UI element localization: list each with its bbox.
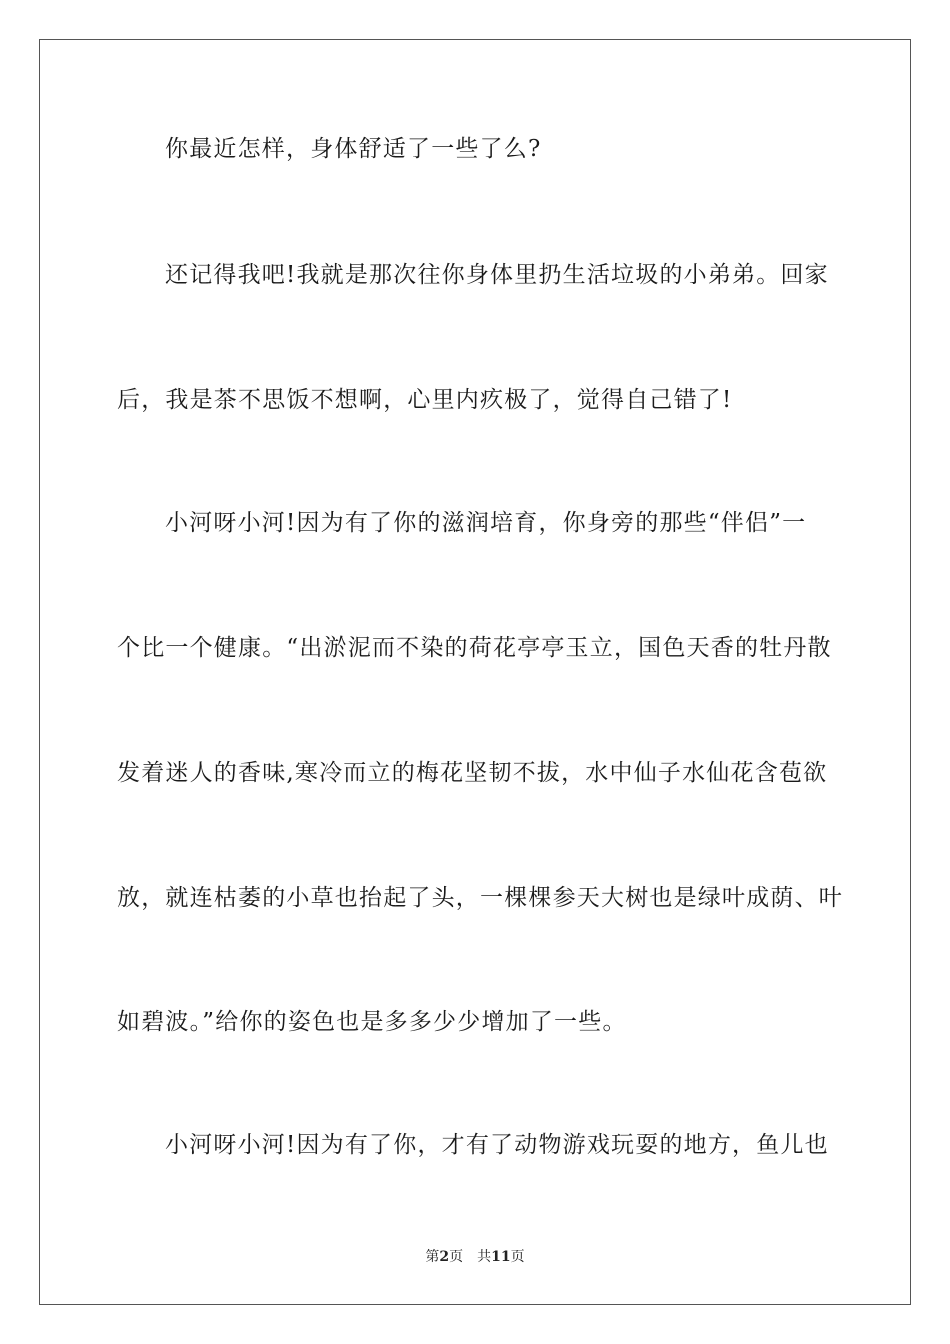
text-line: 你最近怎样，身体舒适了一些了么?: [165, 136, 542, 162]
text-line: 放，就连枯萎的小草也抬起了头，一棵棵参天大树也是绿叶成荫、叶: [117, 885, 843, 911]
page-border: [39, 39, 911, 1305]
text-line: 还记得我吧!我就是那次往你身体里扔生活垃圾的小弟弟。回家: [165, 262, 829, 288]
text-line: 个比一个健康。“出淤泥而不染的荷花亭亭玉立，国色天香的牡丹散: [117, 635, 832, 661]
text-line: 后，我是茶不思饭不想啊，心里内疚极了，觉得自己错了!: [117, 387, 733, 413]
page-number: 2: [439, 1249, 450, 1265]
total-pages: 11: [491, 1249, 511, 1265]
text-line: 小河呀小河!因为有了你，才有了动物游戏玩耍的地方，鱼儿也: [165, 1132, 829, 1158]
page-suffix: 页: [449, 1249, 464, 1265]
text-line: 小河呀小河!因为有了你的滋润培育，你身旁的那些“伴侣”一: [165, 510, 807, 536]
total-prefix: 共: [477, 1249, 492, 1265]
text-line: 如碧波。”给你的姿色也是多多少少增加了一些。: [117, 1009, 627, 1035]
page-footer: [0, 1248, 950, 1266]
page-prefix: 第: [425, 1249, 440, 1265]
text-line: 发着迷人的香味,寒冷而立的梅花坚韧不拔，水中仙子水仙花含苞欲: [117, 760, 828, 786]
total-suffix: 页: [510, 1249, 525, 1265]
